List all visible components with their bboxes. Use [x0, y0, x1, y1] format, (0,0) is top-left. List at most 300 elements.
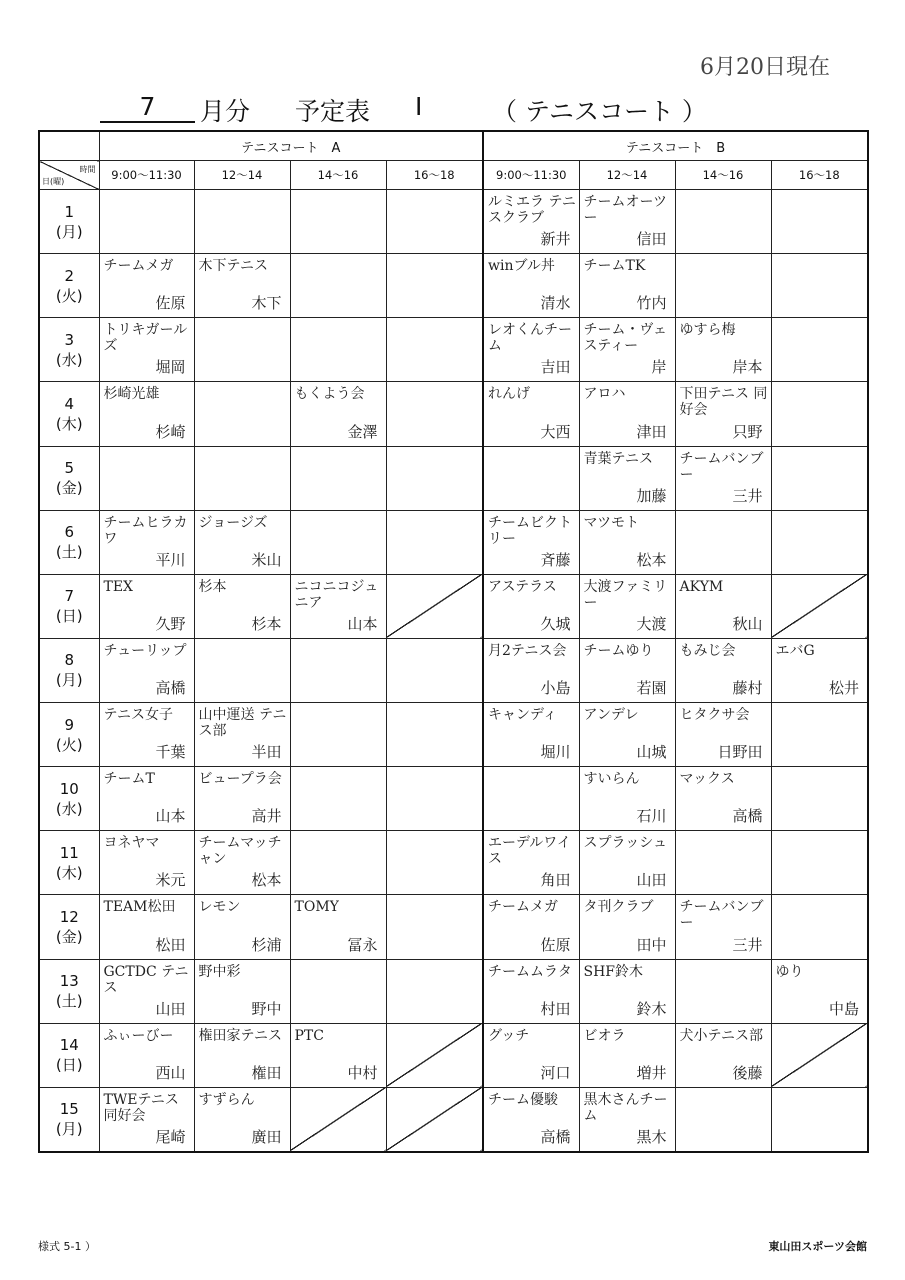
- day-row: [39, 767, 868, 831]
- closed-slot: [386, 1087, 483, 1152]
- team-name: チームゆり: [583, 642, 654, 659]
- team-name: チームメガ: [488, 899, 558, 916]
- booking-slot: [99, 1023, 194, 1087]
- team-name: チューリップ: [103, 642, 187, 659]
- time-slot-header: 9:00～11:30: [483, 161, 579, 190]
- booking-slot: [290, 767, 386, 831]
- booking-slot: [771, 190, 868, 254]
- representative-name: 中村: [347, 1063, 378, 1082]
- representative-name: 只野: [732, 422, 763, 441]
- booking-slot: [771, 382, 868, 446]
- schedule-table: [38, 130, 869, 1153]
- title-month-suffix: 月分: [200, 97, 251, 126]
- representative-name: 松田: [155, 935, 186, 954]
- representative-name: 金澤: [347, 422, 378, 441]
- day-row: [39, 254, 868, 318]
- day-of-week: (火): [55, 735, 83, 754]
- representative-name: 石川: [636, 807, 667, 826]
- representative-name: 三井: [732, 486, 763, 505]
- booking-slot: [579, 446, 675, 510]
- day-cell: [39, 574, 99, 638]
- day-of-week: (月): [55, 671, 83, 690]
- team-name: 木下テニス: [198, 258, 268, 275]
- booking-slot: [386, 895, 483, 959]
- team-name: エーデルワイス: [488, 835, 571, 868]
- day-of-week: (日): [55, 607, 83, 626]
- team-name: 青葉テニス: [583, 450, 653, 467]
- booking-slot: [483, 318, 579, 382]
- team-name: ジョージズ: [198, 514, 268, 531]
- booking-slot: [483, 767, 579, 831]
- day-of-week: (火): [55, 286, 83, 305]
- booking-slot: [194, 959, 290, 1023]
- booking-slot: [194, 767, 290, 831]
- day-number: 8: [64, 651, 75, 670]
- day-of-week: (木): [55, 863, 83, 882]
- booking-slot: [194, 574, 290, 638]
- day-of-week: (土): [55, 992, 83, 1011]
- booking-slot: [290, 895, 386, 959]
- day-cell: [39, 510, 99, 574]
- representative-name: 大西: [540, 422, 571, 441]
- day-row: [39, 638, 868, 702]
- team-name: 山中運送 テニス部: [198, 707, 287, 739]
- booking-slot: [579, 895, 675, 959]
- team-name: GCTDC テニス: [103, 963, 189, 996]
- booking-slot: [194, 254, 290, 318]
- day-cell: [39, 446, 99, 510]
- team-name: チームTK: [583, 258, 646, 275]
- team-name: タ刊クラブ: [583, 899, 654, 916]
- title-roman-numeral: Ⅰ: [415, 92, 423, 121]
- booking-slot: [386, 190, 483, 254]
- team-name: 月2テニス会: [488, 642, 567, 659]
- day-number: 2: [64, 266, 75, 285]
- closed-slot: [771, 574, 868, 638]
- day-cell: [39, 767, 99, 831]
- representative-name: 信田: [636, 230, 667, 249]
- representative-name: 三井: [732, 935, 763, 954]
- booking-slot: [675, 318, 771, 382]
- day-of-week: (金): [55, 927, 83, 946]
- booking-slot: [675, 895, 771, 959]
- booking-slot: [386, 638, 483, 702]
- booking-slot: [290, 574, 386, 638]
- booking-slot: [483, 703, 579, 767]
- booking-slot: [194, 831, 290, 895]
- booking-slot: [579, 1023, 675, 1087]
- day-row: [39, 318, 868, 382]
- day-cell: [39, 190, 99, 254]
- representative-name: 若園: [636, 679, 667, 697]
- booking-slot: [99, 638, 194, 702]
- day-row: [39, 574, 868, 638]
- representative-name: 藤村: [732, 679, 763, 697]
- representative-name: 高橋: [732, 807, 763, 826]
- closed-slot: [386, 574, 483, 638]
- team-name: レオくんチーム: [488, 322, 572, 355]
- representative-name: 山本: [155, 807, 186, 826]
- day-number: 7: [64, 587, 75, 606]
- representative-name: 野中: [251, 999, 282, 1018]
- day-number: 11: [59, 843, 79, 862]
- booking-slot: [386, 831, 483, 895]
- day-number: 12: [59, 907, 79, 926]
- team-name: ヨネヤマ: [103, 835, 160, 852]
- representative-name: 加藤: [636, 486, 667, 505]
- booking-slot: [483, 638, 579, 702]
- team-name: TWEテニス 同好会: [103, 1091, 179, 1124]
- team-name: 野中彩: [198, 963, 241, 980]
- booking-slot: [386, 703, 483, 767]
- representative-name: 小島: [540, 679, 571, 697]
- booking-slot: [290, 254, 386, 318]
- team-name: チーム優駿: [488, 1091, 558, 1108]
- representative-name: 木下: [251, 294, 282, 313]
- team-name: チームメガ: [103, 258, 174, 275]
- court-b-header: テニスコート B: [483, 131, 868, 161]
- booking-slot: [771, 1087, 868, 1152]
- booking-slot: [99, 831, 194, 895]
- header-blank: [39, 131, 99, 161]
- booking-slot: [290, 959, 386, 1023]
- booking-slot: [579, 510, 675, 574]
- booking-slot: [771, 895, 868, 959]
- team-name: ビオラ: [583, 1027, 626, 1044]
- team-name: ゆすら梅: [679, 322, 736, 339]
- team-name: winブル丼: [488, 258, 555, 275]
- day-row: [39, 831, 868, 895]
- representative-name: 米山: [251, 550, 282, 569]
- header-corner: [39, 161, 99, 190]
- booking-slot: [675, 959, 771, 1023]
- day-of-week: (日): [55, 1056, 83, 1075]
- booking-slot: [771, 254, 868, 318]
- booking-slot: [579, 767, 675, 831]
- team-name: チームバンブー: [679, 450, 764, 483]
- booking-slot: [483, 510, 579, 574]
- day-number: 15: [59, 1100, 79, 1119]
- booking-slot: [579, 638, 675, 702]
- booking-slot: [483, 254, 579, 318]
- time-slot-header: 16～18: [386, 161, 483, 190]
- booking-slot: [771, 959, 868, 1023]
- representative-name: 山本: [347, 614, 378, 633]
- representative-name: 山田: [636, 871, 667, 890]
- booking-slot: [386, 959, 483, 1023]
- team-name: もみじ会: [679, 642, 736, 659]
- page-title: [100, 88, 820, 128]
- representative-name: 中島: [829, 999, 860, 1018]
- booking-slot: [194, 446, 290, 510]
- booking-slot: [675, 1087, 771, 1152]
- booking-slot: [290, 703, 386, 767]
- booking-slot: [675, 254, 771, 318]
- booking-slot: [290, 190, 386, 254]
- representative-name: 河口: [540, 1063, 571, 1082]
- booking-slot: [675, 638, 771, 702]
- team-name: ビュープラ会: [198, 771, 282, 788]
- team-name: 大渡ファミリー: [583, 578, 668, 611]
- booking-slot: [579, 959, 675, 1023]
- day-of-week: (水): [55, 799, 83, 818]
- team-name: AKYM: [679, 578, 724, 595]
- facility-name: 東山田スポーツ会館: [768, 1240, 867, 1253]
- booking-slot: [483, 446, 579, 510]
- booking-slot: [675, 510, 771, 574]
- day-of-week: (水): [55, 350, 83, 369]
- booking-slot: [483, 831, 579, 895]
- booking-slot: [483, 1023, 579, 1087]
- team-name: TOMY: [294, 899, 339, 916]
- booking-slot: [483, 895, 579, 959]
- corner-time-label: 時間: [79, 165, 96, 174]
- schedule-body: [39, 190, 868, 1153]
- booking-slot: [675, 574, 771, 638]
- time-slot-header: 14～16: [290, 161, 386, 190]
- day-cell: [39, 318, 99, 382]
- representative-name: 堀岡: [155, 358, 186, 377]
- booking-slot: [99, 510, 194, 574]
- team-name: マックス: [679, 771, 735, 788]
- booking-slot: [675, 1023, 771, 1087]
- booking-slot: [99, 382, 194, 446]
- booking-slot: [386, 510, 483, 574]
- representative-name: 久野: [155, 614, 186, 633]
- booking-slot: [386, 767, 483, 831]
- time-slot-header: 16～18: [771, 161, 868, 190]
- representative-name: 米元: [155, 871, 186, 890]
- day-of-week: (木): [55, 414, 83, 433]
- team-name: エバG: [775, 642, 815, 659]
- day-cell: [39, 831, 99, 895]
- time-slot-header-row: [39, 161, 868, 190]
- day-of-week: (月): [55, 1120, 83, 1139]
- time-slot-header: 14～16: [675, 161, 771, 190]
- day-row: [39, 1023, 868, 1087]
- team-name: トリキガールズ: [103, 322, 188, 355]
- team-name: チームヒラカワ: [103, 514, 188, 547]
- booking-slot: [194, 318, 290, 382]
- day-number: 10: [59, 779, 79, 798]
- booking-slot: [579, 318, 675, 382]
- day-number: 6: [64, 523, 75, 542]
- day-cell: [39, 382, 99, 446]
- day-row: [39, 510, 868, 574]
- day-row: [39, 382, 868, 446]
- team-name: すいらん: [583, 771, 640, 788]
- title-court: （ テニスコート ）: [492, 97, 707, 126]
- booking-slot: [290, 1023, 386, 1087]
- booking-slot: [194, 703, 290, 767]
- booking-slot: [579, 574, 675, 638]
- team-name: チームバンブー: [679, 899, 764, 932]
- day-cell: [39, 638, 99, 702]
- booking-slot: [99, 895, 194, 959]
- team-name: キャンディ: [488, 707, 557, 723]
- day-number: 4: [64, 394, 75, 413]
- representative-name: 鈴木: [636, 999, 667, 1018]
- representative-name: 杉本: [251, 614, 282, 633]
- representative-name: 西山: [155, 1063, 186, 1082]
- team-name: アステラス: [488, 578, 557, 595]
- booking-slot: [771, 703, 868, 767]
- team-name: スプラッシュ: [583, 835, 667, 852]
- representative-name: 竹内: [636, 294, 667, 313]
- booking-slot: [99, 1087, 194, 1152]
- day-cell: [39, 703, 99, 767]
- booking-slot: [194, 190, 290, 254]
- day-row: [39, 895, 868, 959]
- booking-slot: [771, 318, 868, 382]
- booking-slot: [771, 446, 868, 510]
- team-name: ルミエラ テニスクラブ: [488, 194, 576, 226]
- representative-name: 津田: [636, 422, 667, 441]
- booking-slot: [579, 190, 675, 254]
- booking-slot: [99, 767, 194, 831]
- booking-slot: [579, 1087, 675, 1152]
- team-name: ヒタクサ会: [679, 707, 750, 723]
- booking-slot: [675, 446, 771, 510]
- team-name: レモン: [198, 899, 241, 916]
- booking-slot: [675, 703, 771, 767]
- court-header-row: [39, 131, 868, 161]
- team-name: 権田家テニス: [198, 1027, 282, 1044]
- booking-slot: [290, 318, 386, 382]
- form-number: 様式 5-1 ）: [38, 1240, 96, 1253]
- team-name: 杉崎光雄: [103, 386, 160, 403]
- representative-name: 田中: [636, 935, 667, 954]
- representative-name: 平川: [155, 550, 186, 569]
- representative-name: 半田: [251, 743, 282, 762]
- booking-slot: [675, 190, 771, 254]
- representative-name: 廣田: [251, 1128, 282, 1146]
- representative-name: 増井: [636, 1063, 667, 1082]
- booking-slot: [386, 254, 483, 318]
- representative-name: 山田: [155, 999, 186, 1018]
- booking-slot: [99, 190, 194, 254]
- team-name: もくよう会: [294, 386, 365, 403]
- booking-slot: [771, 638, 868, 702]
- day-row: [39, 446, 868, 510]
- booking-slot: [771, 767, 868, 831]
- court-a-header: テニスコート A: [99, 131, 483, 161]
- booking-slot: [194, 895, 290, 959]
- team-name: TEAM松田: [103, 899, 176, 916]
- time-slot-header: 9:00～11:30: [99, 161, 194, 190]
- representative-name: 日野田: [717, 743, 763, 762]
- closed-slot: [771, 1023, 868, 1087]
- booking-slot: [99, 703, 194, 767]
- day-number: 9: [64, 715, 75, 734]
- team-name: すずらん: [198, 1091, 255, 1108]
- team-name: アロハ: [583, 386, 626, 403]
- day-cell: [39, 254, 99, 318]
- day-number: 3: [64, 330, 75, 349]
- day-of-week: (月): [55, 222, 83, 241]
- booking-slot: [194, 382, 290, 446]
- booking-slot: [194, 1023, 290, 1087]
- team-name: 黒木さんチーム: [583, 1091, 668, 1124]
- representative-name: 清水: [540, 294, 571, 313]
- title-month: 7: [100, 92, 195, 123]
- representative-name: 高井: [251, 807, 282, 826]
- representative-name: 山城: [636, 743, 667, 762]
- booking-slot: [675, 767, 771, 831]
- corner-day-label: 日(曜): [42, 177, 65, 186]
- representative-name: 秋山: [732, 614, 763, 633]
- day-of-week: (金): [55, 479, 83, 498]
- representative-name: 後藤: [732, 1063, 763, 1082]
- representative-name: 松本: [251, 871, 282, 890]
- day-number: 14: [59, 1036, 79, 1055]
- booking-slot: [99, 254, 194, 318]
- day-row: [39, 959, 868, 1023]
- booking-slot: [386, 446, 483, 510]
- representative-name: 斉藤: [540, 550, 571, 569]
- time-slot-header: 12～14: [194, 161, 290, 190]
- closed-slot: [386, 1023, 483, 1087]
- booking-slot: [194, 510, 290, 574]
- representative-name: 松井: [829, 679, 860, 697]
- booking-slot: [99, 959, 194, 1023]
- booking-slot: [290, 510, 386, 574]
- team-name: チームマッチャン: [198, 835, 282, 868]
- booking-slot: [290, 446, 386, 510]
- team-name: 杉本: [198, 578, 227, 595]
- day-row: [39, 703, 868, 767]
- team-name: ニコニコジュニア: [294, 578, 379, 611]
- booking-slot: [290, 831, 386, 895]
- title-schedule: 予定表: [295, 97, 371, 126]
- team-name: ふぃーびー: [103, 1027, 174, 1044]
- representative-name: 岸: [651, 358, 667, 377]
- team-name: テニス女子: [103, 707, 173, 723]
- booking-slot: [483, 959, 579, 1023]
- day-cell: [39, 895, 99, 959]
- team-name: れんげ: [488, 386, 530, 403]
- closed-slot: [290, 1087, 386, 1152]
- booking-slot: [194, 638, 290, 702]
- representative-name: 村田: [540, 999, 571, 1018]
- day-cell: [39, 959, 99, 1023]
- representative-name: 大渡: [636, 614, 667, 633]
- representative-name: 久城: [540, 614, 571, 633]
- team-name: チーム・ヴェスティー: [583, 322, 667, 355]
- booking-slot: [675, 831, 771, 895]
- representative-name: 千葉: [155, 743, 186, 762]
- team-name: マツモト: [583, 514, 640, 531]
- booking-slot: [675, 382, 771, 446]
- day-cell: [39, 1023, 99, 1087]
- representative-name: 尾崎: [155, 1128, 186, 1146]
- team-name: TEX: [103, 578, 134, 595]
- team-name: SHF鈴木: [583, 963, 644, 980]
- representative-name: 新井: [540, 230, 571, 249]
- booking-slot: [483, 1087, 579, 1152]
- booking-slot: [483, 190, 579, 254]
- representative-name: 吉田: [540, 358, 571, 377]
- representative-name: 黒木: [636, 1128, 667, 1146]
- day-number: 1: [64, 202, 75, 221]
- booking-slot: [483, 574, 579, 638]
- team-name: チームT: [103, 771, 155, 788]
- representative-name: 冨永: [347, 935, 378, 954]
- booking-slot: [771, 510, 868, 574]
- day-of-week: (土): [55, 543, 83, 562]
- booking-slot: [99, 574, 194, 638]
- day-number: 5: [64, 459, 75, 478]
